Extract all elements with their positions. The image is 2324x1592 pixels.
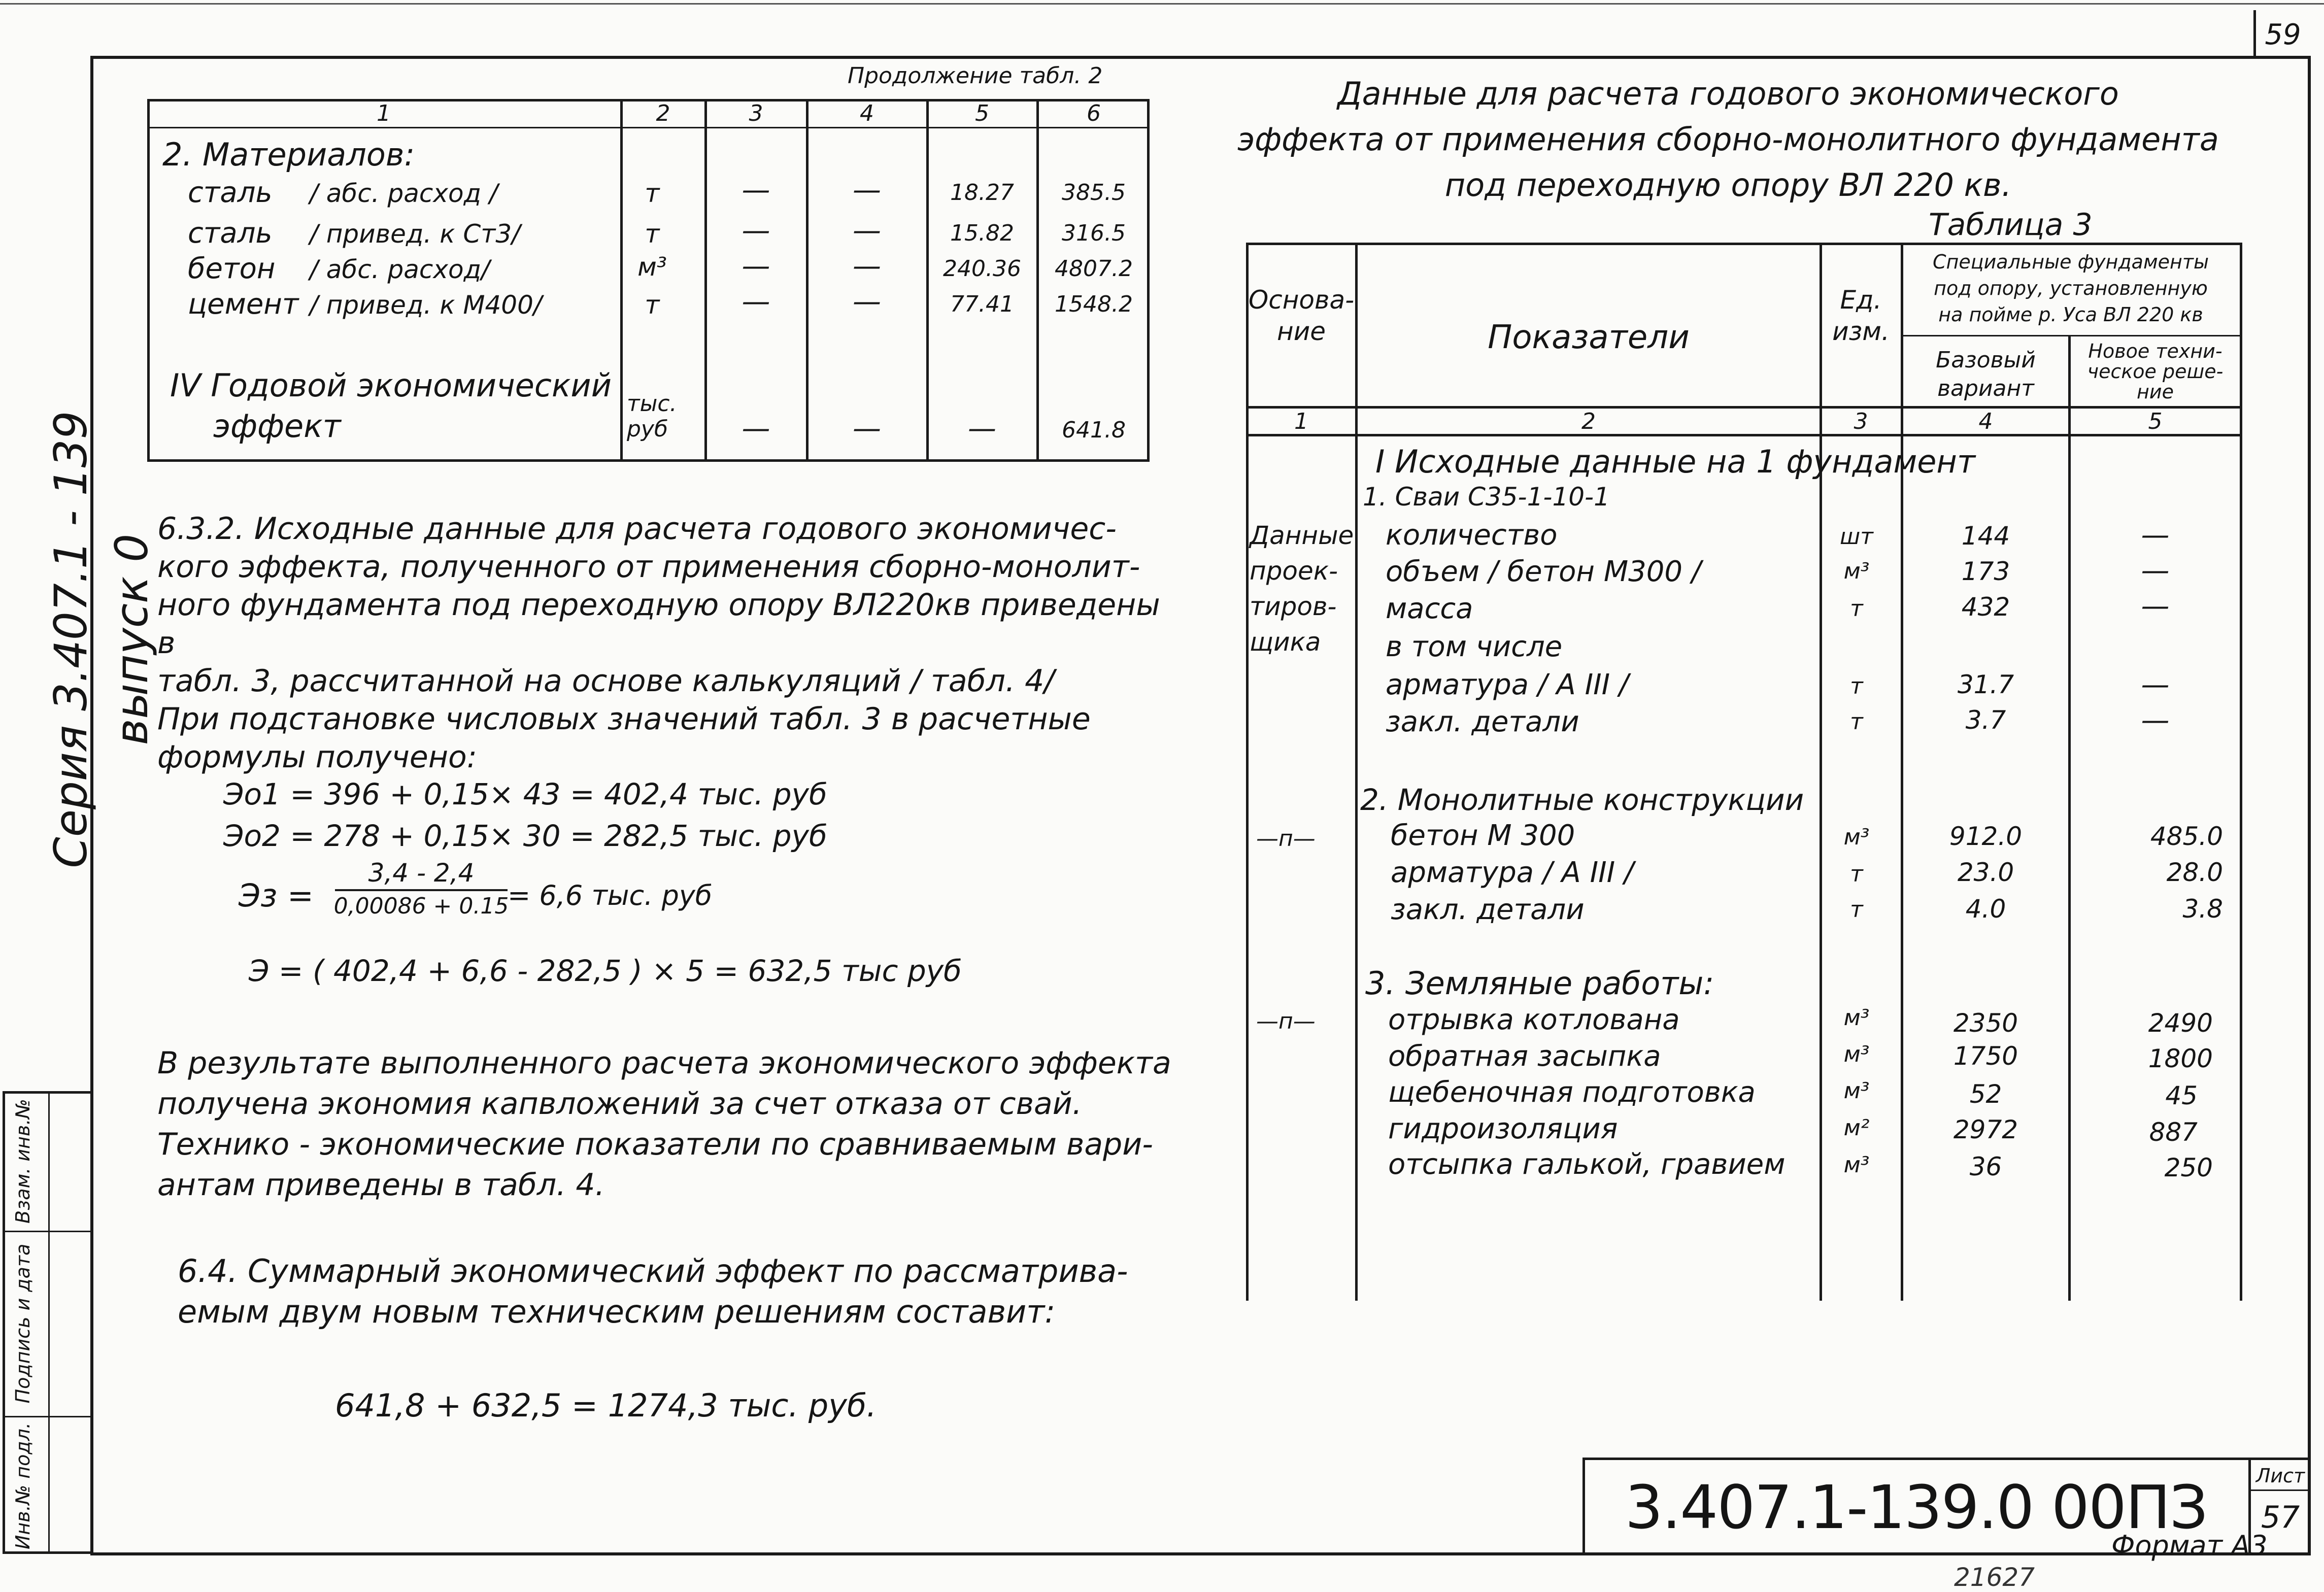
t2-total-label-2: эффект: [213, 408, 341, 445]
t2-col-4: 4: [860, 100, 874, 126]
t3-basis-2: —п—: [1256, 826, 1316, 852]
t2-total-c3: —: [742, 412, 770, 445]
t2-section-title: 2. Материалов:: [162, 136, 415, 173]
t3-colnum-3: 3: [1854, 409, 1868, 434]
table3-heading: Данные для расчета годового экономического эффекта от применения сборно-монолитного фундамента под переходную опору ВЛ 220 кв.: [1237, 75, 2219, 204]
table2-continuation-label: Продолжение табл. 2: [848, 63, 1103, 89]
t3-h-base: Базовый вариант: [1936, 347, 2036, 401]
t3-colnum-4: 4: [1978, 409, 1993, 434]
t2-col-2: 2: [656, 100, 670, 126]
doc-code: 3.407.1-139.0 00ПЗ: [1625, 1472, 2207, 1542]
t3-basis-1: Данные проек- тиров- щика: [1250, 521, 1354, 657]
t3-h-special: Специальные фундаменты под опору, установленную на пойме р. Уса ВЛ 220 кв: [1932, 251, 2209, 326]
formula-4: Э = ( 402,4 + 6,6 - 282,5 ) × 5 = 632,5 тыс руб: [249, 954, 962, 988]
formula-3-rhs: = 6,6 тыс. руб: [508, 879, 713, 911]
formula-2: Эо2 = 278 + 0,15× 30 = 282,5 тыс. руб: [223, 819, 827, 853]
t3-colnum-2: 2: [1581, 409, 1596, 434]
t3-piles-title: 1. Сваи С35-1-10-1: [1363, 482, 1610, 512]
t2-col-3: 3: [749, 100, 763, 126]
format-label: Формат А3: [2111, 1530, 2268, 1562]
bottom-number: 21627: [1954, 1563, 2035, 1592]
t3-colnum-1: 1: [1294, 409, 1308, 434]
table3-label: Таблица 3: [1929, 207, 2093, 243]
t2-total-unit-2: руб: [627, 416, 668, 442]
series-label: Серия 3.407.1 - 139 выпуск 0: [45, 411, 158, 868]
section-6-4-text: 6.4. Суммарный экономический эффект по рассматрива- емым двум новым техническим решениям составит:: [178, 1252, 1128, 1330]
t2-total-c6: 641.8: [1062, 417, 1126, 443]
formula-3-numerator: 3,4 - 2,4: [368, 858, 475, 888]
t3-basis-3: —п—: [1256, 1008, 1316, 1034]
stamp-label-inventory: Инв.№ подл.: [12, 1422, 34, 1550]
t3-section2-title: 2. Монолитные конструкции: [1360, 783, 1804, 817]
t2-col-6: 6: [1087, 100, 1101, 126]
formula-3-lhs: Эз =: [239, 877, 314, 914]
formula-3-denominator: 0,00086 + 0.15: [333, 893, 509, 919]
stamp-label-signature: Подпись и дата: [12, 1243, 34, 1404]
corner-page-number: 59: [2265, 18, 2301, 51]
result-text: В результате выполненного расчета экономического эффекта получена экономия капвложений за счет отказа от свай. Технико - экономические показатели по сравниваемым вари- антам приведены в табл. 4.: [157, 1045, 1171, 1203]
sheet-number: 57: [2261, 1500, 2300, 1535]
sheet-label: Лист: [2255, 1465, 2305, 1487]
t2-total-label-1: IV Годовой экономический: [170, 367, 612, 404]
t2-total-c5: —: [968, 412, 996, 445]
t3-h-basis: Основа- ние: [1248, 285, 1355, 346]
t2-col-1: 1: [377, 100, 391, 126]
formula-3-fraction-bar: [335, 889, 508, 891]
t2-total-unit-1: тыс.: [627, 391, 677, 417]
t3-section3-title: 3. Земляные работы:: [1365, 965, 1714, 1002]
t2-total-c4: —: [853, 412, 881, 445]
t3-h-indicators: Показатели: [1488, 319, 1690, 356]
t3-section1-title: I Исходные данные на 1 фундамент: [1375, 443, 1976, 480]
section-6-3-2-text: 6.3.2. Исходные данные для расчета годового экономичес- кого эффекта, полученного от применения сборно-монолит- ного фундамента под переходную опору ВЛ220кв приведены в табл. 3, рассчитанной на основе калькуляций / табл. 4/ При подстановке числовых значений табл. 3 в расчетные формулы получено:: [157, 511, 1160, 775]
stamp-label-replacement: Взам. инв.№: [12, 1099, 34, 1224]
top-edge-line: [0, 3, 2324, 5]
t3-h-unit: Ед. изм.: [1832, 285, 1890, 346]
t3-colnum-5: 5: [2148, 409, 2163, 434]
t2-col-5: 5: [975, 100, 989, 126]
summary-sum: 641,8 + 632,5 = 1274,3 тыс. руб.: [335, 1387, 877, 1424]
t3-h-new: Новое техни- ческое реше- ние: [2087, 340, 2224, 403]
formula-1: Эо1 = 396 + 0,15× 43 = 402,4 тыс. руб: [223, 777, 827, 811]
